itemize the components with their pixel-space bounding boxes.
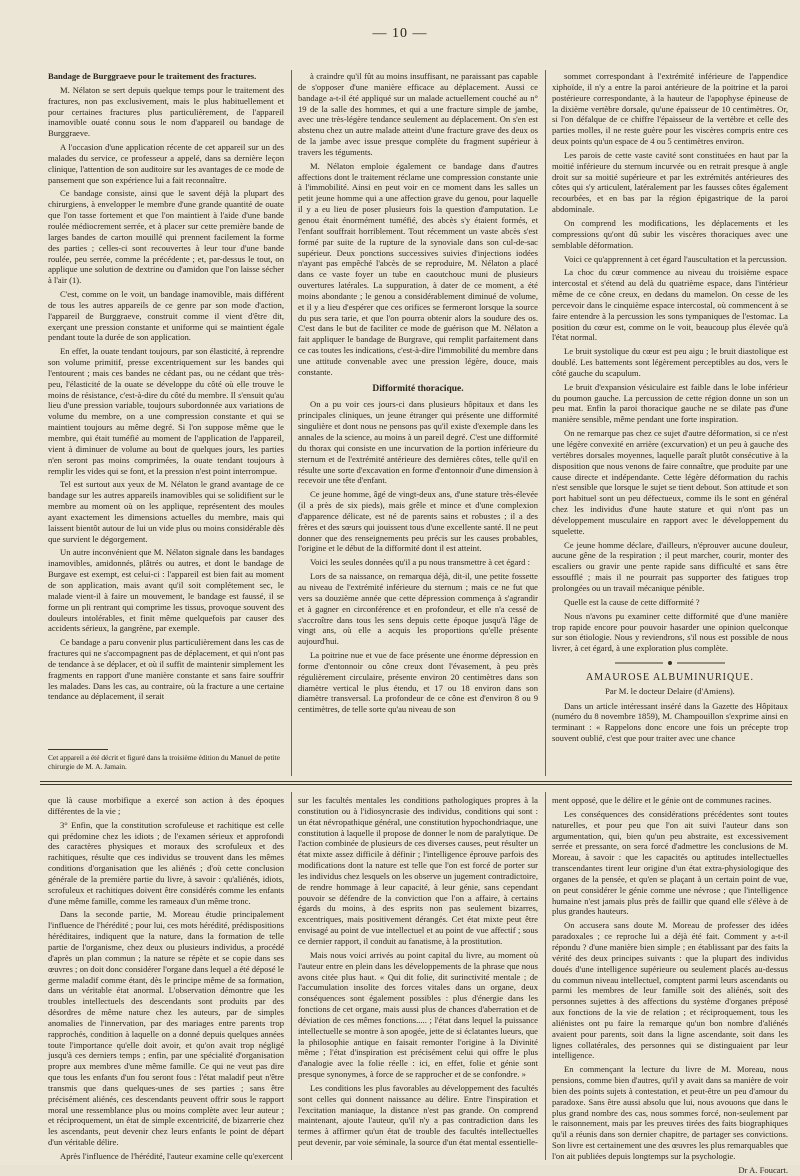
paragraph: M. Nélaton emploie également ce bandage dans d'autres affections dont le traitement réclame une compression constante unie à l'immobilité. Ainsi en peut voir en ce moment dans les salles un petit jeune homme qui a une affection grave du genou, pour laquelle il y a eu lieu de poser plusieurs fois la question d'amputation. Le genou était énormément tuméfié, des abcès s'y étaient formés, et l'enfant souffrait horriblement. Tout récemment un vaste abcès s'est formé par suite de la rupture de la synoviale dans son cul-de-sac supérieur. Deux ponctions successives suivies d'injections iodées n'ayant pas empêché l'abcès de se reproduire, M. Nélaton a placé dans ce vaste foyer un tube en caoutchouc muni de plusieurs ouvertures latérales. La suppuration, à dater de ce moment, a été moins abondante ; le genou a considérablement diminué de volume, et il y a lieu d'espérer que ces orifices se fermeront lorsque la source du pus sera tarie, et que l'on pourra obtenir alors la soudure des os. C'est dans le but de faciliter ce mode de guérison que M. Nélaton a fait appliquer le bandage de Burgrave, qui remplit parfaitement dans ce cas toutes les indications, c'est-à-dire l'immobilité du membre dans une attitude convenable avec une pression légère, douce, mais constante.: [298, 160, 538, 377]
paragraph: On a pu voir ces jours-ci dans plusieurs hôpitaux et dans les principales cliniques, un jeune étranger qui présente une difformité singulière et dont nous ne pensons pas qu'il existe d'exemple dans les annales de la science, au moins à un pareil degré. C'est une difformité du thorax qui consiste en une incurvation de la portion inférieure du sternum et de l'extrémité antérieure des dernières côtes, telle qu'il en résulte une sorte d'excavation en forme d'entonnoir d'une dimension à recevoir une tête d'enfant.: [298, 399, 538, 486]
column-divider: [545, 792, 546, 1160]
paragraph: Ce bandage a paru convenir plus particulièrement dans les cas de fractures qui ne s'accompagnent pas de déplacement, et qui n'ont pas de tendance à se déplacer, et où il suffit de maintenir simplement les fragments en rapport d'une manière constante et sans faire souffrir les malades. Dans les cas, au contraire, où la fracture a une certaine tendance au déplacement, il serait: [48, 637, 284, 702]
signature: Dr A. Foucart.: [738, 1164, 788, 1175]
paragraph: La choc du cœur commence au niveau du troisième espace intercostal et s'étend au delà du quatrième espace, dans l'intérieur même de ce cône creux, en dedans du mamelon. On cesse de les percevoir dans le cinquième espace intercostal, où commencent à se faire entendre à la percussion les sons tympaniques de l'estomac. La position du cœur est, comme on le voit, beaucoup plus élevée qu'à l'état normal.: [552, 267, 788, 343]
article-title-bandage: Bandage de Burggraeve pour le traitement des fractures.: [48, 71, 257, 81]
paragraph: que là cause morbifique a exercé son action à des époques différentes de la vie ;: [48, 795, 284, 816]
paragraph: Ce bandage consiste, ainsi que le savent déjà la plupart des chirurgiens, à envelopper le membre d'une grande quantité de ouate que l'on tasse fortement et que l'on maintient à l'aide d'une bande roulée médiocrement serrée, et à placer sur cette première bande de larges bandes de carton mouillé qui prennent facilement la forme des parties ; celles-ci sont recouvertes à leur tour d'une bande roulée, peu serrée, comme la précédente ; et, par-dessus le tout, on applique une solution de dextrine ou d'amidon que l'on laisse sécher à l'air (1).: [48, 188, 284, 286]
paragraph: Un autre inconvénient que M. Nélaton signale dans les bandages inamovibles, amidonnés, plâtrés ou autres, et dont le bandage de Burgave est exempt, est celui-ci : l'appareil est bien fait au moment de son application, mais avant qu'il soit complétement sec, le malade vient-il à faire un mouvement, le bandage est faussé, il se forme un pli rentrant qui comprime les tissus, provoque souvent des douleurs intolérables, et finit même quelquefois par causer des accidents sérieux, la gangrène, par exemple.: [48, 547, 284, 634]
paragraph: On accusera sans doute M. Moreau de professer des idées paradoxales ; ce reproche lui a déjà été fait. Comment y a-t-il répondu ? d'une manière bien simple ; en établissant par des faits la vérité des deux principes suivants : que la plupart des individus doués d'une intelligence supérieure ou seulement placés au-dessus du commun niveau intellectuel, comptent parmi leurs ascendants ou parmi les membres de leur famille soit des aliénés, soit des personnes sujettes à des affections du système d'organes préposé aux fonctions de la vie de relation ; et réciproquement, tous les aliénistes ont pu faire la remarque qu'un bon nombre d'aliénés avaient pour parents, soit dans la ligne ascendante, soit dans les lignes collatérales, des personnes qui se distinguaient par leur intelligence.: [552, 920, 788, 1061]
paragraph: Le bruit d'expansion vésiculaire est faible dans le lobe inférieur du poumon gauche. La percussion de cette région donne un son un peu mat. Enfin la paroi thoracique gauche ne se dilate pas d'une manière sensible, même pendant une forte inspiration.: [552, 381, 788, 425]
paragraph: Lors de sa naissance, on remarqua déjà, dit-il, une petite fossette au niveau de l'extrémité inférieure du sternum ; mais ce ne fut que vers sa douzième année que cette dépression commença à s'agrandir et à gagner en circonférence et en profondeur, et elle n'a cessé de s'accroître dans tous les sens depuis cette époque jusqu'à l'âge de vingt ans, où elle a acquis les proportions qu'elle présente aujourd'hui.: [298, 571, 538, 647]
paragraph: Dans la seconde partie, M. Moreau étudie principalement l'influence de l'hérédité ; pour lui, ces mots hérédité, prédispositions héréditaires, indiquent que la nature, dans la formation de telle partie de l'organisme, chez deux ou plusieurs individus, a procédé d'après un plan commun ; la nature se répète et se copie dans ses œuvres ; on doit donc considérer l'organe dans lequel a été déposé le germe maladif comme étant, dès le principe même de sa formation, dans un véritable état anormal. L'observation démontre que les troubles intellectuels des descendants sont produits par des désordres de même nature chez les auteurs, par de simples anomalies de l'innervation, par des mariages entre parents trop rapprochés, condition à laquelle on a donné depuis quelques années toute l'importance qu'elle doit avoir, et qu'on avait trop négligé jusqu'à ces derniers temps ; enfin, par une spécialité d'organisation propre aux membres d'une même famille. Ce qui ne veut pas dire que tous les enfants d'un fou seront fous : l'état maladif peut n'être transmis que dans quelques-unes de ses parties ; sans être précisément aliénés, ces descendants peuvent offrir sous le rapport moral une ressemblance plus ou moins complète avec leur auteur ; et réciproquement, un état de simple excentricité, de bizarrerie chez les ascendants, peut devenir chez leurs enfants le point de départ d'un véritable délire.: [48, 909, 284, 1148]
paragraph: Dans un article intéressant inséré dans la Gazette des Hôpitaux (numéro du 8 novembre 1859), M. Champouillon s'exprime ainsi en terminant : « Rappelons donc encore une fois un précepte trop souvent oublié, c'est que pour traiter avec une chance: [552, 700, 788, 744]
paragraph: M. Nélaton se sert depuis quelque temps pour le traitement des fractures, non pas exclusivement, mais le plus habituellement et pour certaines fractures plus particulièrement, de l'appareil inamovible ouaté connu sous le nom d'appareil ou bandage de Burggraeve.: [48, 84, 284, 139]
paragraph: La poitrine nue et vue de face présente une énorme dépression en forme d'entonnoir ou cône creux dont l'évasement, à peu près régulièrement circulaire, présente environ 20 centimètres dans son diamètre vertical le plus étendu, et 17 ou 18 environ dans son diamètre transversal. La profondeur de ce cône est d'environ 8 ou 9 centimètres, de telle sorte qu'au niveau de son: [298, 650, 538, 715]
paragraph: On comprend les modifications, les déplacements et les compressions qu'ont dû subir les viscères thoraciques avec une semblable déformation.: [552, 217, 788, 250]
page-number: — 10 —: [372, 26, 428, 41]
paragraph: Ce jeune homme, âgé de vingt-deux ans, d'une stature très-élevée (il a près de six pieds), mais grêle et mince et d'une complexion d'apparence délicate, est né de parents sains et robustes ; il a des frères et des sœurs qui jouissent tous d'une excellente santé. Il ne peut donner que des renseignements peu précis sur les causes probables, l'origine et le début de la difformité dont il est atteint.: [298, 489, 538, 554]
paragraph: Quelle est la cause de cette difformité ?: [564, 596, 700, 607]
paragraph: A l'occasion d'une application récente de cet appareil sur un des malades du service, ce professeur a appelé, dans sa dernière leçon clinique, l'attention de son auditoire sur les avantages de ce mode de pansement que son expérience lui a fait reconnaître.: [48, 142, 284, 185]
paragraph: 3° Enfin, que la constitution scrofuleuse et rachitique est celle qui prédomine chez les idiots ; de l'examen sérieux et approfondi des caractères physiques et moraux des scrofuleux et des rachitiques, résulte que ces individus se trouvent dans les mêmes conditions d'organisation que les aliénés ; d'où cette conclusion générale de la première partie du livre, à savoir : qu'aliénés, idiots, scrofuleux et rachitiques doivent être considérés comme les enfants d'une même famille, comme les rameaux d'un même tronc.: [48, 819, 284, 906]
paragraph: sur les facultés mentales les conditions pathologiques propres à la constitution ou à l'idiosyncrasie des individus, conditions qui sont : un état névropathique général, une constitution hypochondriaque, une constitution à laquelle il propose de donner le nom de paralytique. De l'action combinée de plusieurs de ces diverses causes, peut résulter un état mixte assez difficile à définir ; l'intelligence éprouve parfois des modifications dont la nature est telle que l'on est forcé de porter sur les individus chez lesquels on les observe un jugement contradictoire, de rendre hommage à leur capacité, à leur génie, sans cependant pouvoir se défendre de la conviction que l'on a affaire, à certains égards du moins, à des esprits non pas seulement bizarres, excentriques, mais positivement dérangés. Cet état mixte peut être envisagé au point de vue intellectuel et au point de vue affectif ; sous ce dernier rapport, il conduit au fanatisme, à la prostitution.: [298, 795, 538, 946]
byline: Par M. le docteur Delaire (d'Amiens).: [605, 685, 735, 696]
paragraph: Nous n'avons pu examiner cette difformité que d'une manière trop rapide encore pour pouvoir hasarder une opinion quelconque sur son étiologie. Nous y reviendrons, s'il nous est possible de nous livrer, à cet égard, à une exploration plus complète.: [552, 610, 788, 654]
section-rule: [40, 781, 792, 782]
column-1: [48, 71, 284, 705]
section-title-difformite: Difformité thoracique.: [372, 383, 464, 394]
paragraph: Le bruit systolique du cœur est peu aigu ; le bruit diastolique est doublé. Les battements sont légèrement perceptibles au dos, vers le côté gauche du scapulum.: [552, 346, 788, 378]
paragraph: Les conséquences des considérations précédentes sont toutes naturelles, et pour peu que l'on ait suivi l'auteur dans son argumentation, qui, bien qu'un peu abstraite, est excessivement serrée et pressante, on sera forcé d'admettre les conclusions de M. Moreau, à savoir : que les capacités ou aptitudes intellectuelles transcendantes tirent leur origine d'un état extra-physiologique des organes de la pensée, et qu'en se plaçant à un certain point de vue, on peut considérer le génie comme une névrose ; que l'intelligence humaine n'est jamais plus près de faillir que quand elle s'élève à de plus grandes hauteurs.: [552, 808, 788, 917]
column-2: [298, 71, 538, 718]
paragraph: Voici ce qu'apprennent à cet égard l'auscultation et la percussion.: [564, 253, 787, 264]
paragraph: En effet, la ouate tendant toujours, par son élasticité, à reprendre son volume primitif, presse excentriquement sur les bandes qui l'entourent ; mais ces bandes ne cédant pas, ou ne cédant que très-peu, l'élasticité de la ouate se développe du côté où elle trouve le moins de résistance, c'est-à-dire du côté du membre. Il s'ensuit qu'au lieu d'une pression variable, toujours subordonnée aux variations de volume du membre, on a une compression constante et qui se maintient toujours au même degré. Si l'on suppose même que le membre, qui était tuméfié au moment de l'application de l'appareil, vient à diminuer de volume au bout de quelques jours, les parties n'en seront pas moins comprimées, la ouate tendant toujours à remplir les vides qui se font, et la pression n'est point interrompue.: [48, 346, 284, 476]
bottom-column-2: [298, 795, 538, 1151]
paragraph: On ne remarque pas chez ce sujet d'autre déformation, si ce n'est une légère convexité en arrière (excurvation) et un peu à gauche des vertèbres dorsales moyennes, laquelle paraît plutôt consécutive à la disposition que nous venons de faire connaître, que produite par une cause directe et indépendante. Cette légère déformation du rachis n'est sensible que lorsque le sujet se tient debout. Son attitude et son port habituel sont un peu défectueux, comme ils le sont en général chez les individus d'une haute stature et qui n'ont pas un développement musculaire en rapport avec le développement du squelette.: [552, 428, 788, 536]
section-title-amaurose: AMAUROSE ALBUMINURIQUE.: [585, 671, 754, 683]
column-3: [552, 71, 788, 747]
paragraph: Ce jeune homme déclare, d'ailleurs, n'éprouver aucune douleur, aucune gêne de la respiration ; il peut marcher, courir, monter des escaliers ou gravir une pente rapide sans difficulté et sans être essoufflé ; mais il ne pourrait pas supporter des fatigues trop prolongées ou un travail mécanique pénible.: [552, 539, 788, 593]
footnote: Cet appareil a été décrit et figuré dans la troisième édition du Manuel de petite chirurgie de M. A. Jamain.: [48, 753, 280, 771]
column-divider: [545, 70, 546, 776]
footnote-rule: [48, 749, 108, 750]
paragraph: Tel est surtout aux yeux de M. Nélaton le grand avantage de ce bandage sur les autres appareils inamovibles qui se solidifient sur le membre au moment où on les applique, représentent des moules ayant exactement les dimensions actuelles du membre, mais qui laissent bientôt autour de lui un vide plus ou moins considérable dès que survient le dégorgement.: [48, 479, 284, 544]
paragraph: Voici les seules données qu'il a pu nous transmettre à cet égard :: [310, 557, 530, 568]
paragraph: Mais nous voici arrivés au point capital du livre, au moment où l'auteur entre en plein dans les développements de la phrase que nous avons citée plus haut. « Qui dit folie, dit surinctivité mentale ; de l'accumulation insolite des forces vitales dans un organe, deux conséquences sont également possibles : plus d'énergie dans les fonctions de cet organe, mais aussi plus de chances d'aberration et de déviation de ces mêmes fonctions..... ; l'état dans lequel la puissance intellectuelle se montre à son apogée, jette de si éclatantes lueurs, que la philosophie antique en faisait remonter l'origine à la Divinité même ; l'état d'inspiration est précisément celui qui offre le plus d'analogie avec la folie réelle : ici, en effet, folie et génie sont presque synonymes, à force de se rapprocher et de se confondre. »: [298, 949, 538, 1080]
paragraph: Après l'influence de l'hérédité, l'auteur examine celle qu'exercent: [60, 1151, 284, 1161]
bottom-column-1: [48, 795, 284, 1165]
section-rule: [40, 784, 792, 785]
paragraph: En commençant la lecture du livre de M. Moreau, nous pensions, comme bien d'autres, qu'il y avait dans sa manière de voir bien des points sujets à contestation, et peut-être un peu d'amour du paradoxe. Sans être aussi absolu que lui, nous avouons que dans le plus grand nombre des cas, nous sommes forcé, non-seulement par le raisonnement, mais par les preuves tirées des faits biographiques qu'il a réunis dans son dernier chapitre, de partager ses convictions. Son livre est certainement une des œuvres les plus remarquables que l'on ait publiées depuis longtemps sur la psychologie.: [552, 1064, 788, 1161]
column-divider: [291, 792, 292, 1160]
bottom-column-3: [552, 795, 788, 1176]
paragraph: ment opposé, que le délire et le génie ont de communes racines.: [552, 795, 772, 805]
paragraph: C'est, comme on le voit, un bandage inamovible, mais différent de tous les autres appareils de ce genre par son mode d'action, l'appareil de Burggraeve, construit comme il vient d'être dit, exerçant une pression constante et uniforme qui se maintient égale pendant toute la durée de son application.: [48, 289, 284, 343]
paragraph: à craindre qu'il fût au moins insuffisant, ne paraissant pas capable de s'opposer d'une manière efficace au déplacement. Aussi ce bandage a-t-il été appliqué sur un malade actuellement couché au n° 19 de la salle des hommes, et qui a une fracture simple de jambe, avec une très-légère tendance seulement au déplacement. On s'en est abstenu chez un autre malade atteint d'une fracture grave des deux os de la jambe avec issue presque complète du fragment supérieur à travers les téguments.: [298, 71, 538, 157]
ornament-divider: [552, 658, 788, 669]
paragraph: Les parois de cette vaste cavité sont constituées en haut par la moitié inférieure du sternum incurvée ou en retrait presque à angle droit sur sa moitié supérieure et par les extrémités antérieures des côtes qui s'y articulent, latéralement par les fausses côtes également recourbées, et en bas par la région épigastrique de la paroi abdominale.: [552, 149, 788, 215]
paragraph: Les conditions les plus favorables au développement des facultés sont celles qui donnent naissance au délire. Entre l'inspiration et l'excitation maniaque, la distance n'est pas grande. On comprend maintenant, ajoute l'auteur, qu'il n'y a pas contradiction dans les termes à affirmer qu'un état de trouble des facultés intellectuelles peut devenir, par voie séminale, la source d'un état mental essentielle-: [298, 1082, 538, 1148]
paragraph: sommet correspondant à l'extrémité inférieure de l'appendice xiphoïde, il n'y a entre la paroi antérieure de la poitrine et la paroi postérieure correspondante, à la hauteur de l'apophyse épineuse de la dixième vertèbre dorsale, qu'une épaisseur de 10 centimètres. Or, si l'on défalque de ce chiffre l'épaisseur de la vertèbre et celle des parties molles, il ne reste guère pour les viscères compris entre ces deux points qu'un espace de 4 ou 5 centimètres environ.: [552, 71, 788, 147]
column-divider: [291, 70, 292, 776]
